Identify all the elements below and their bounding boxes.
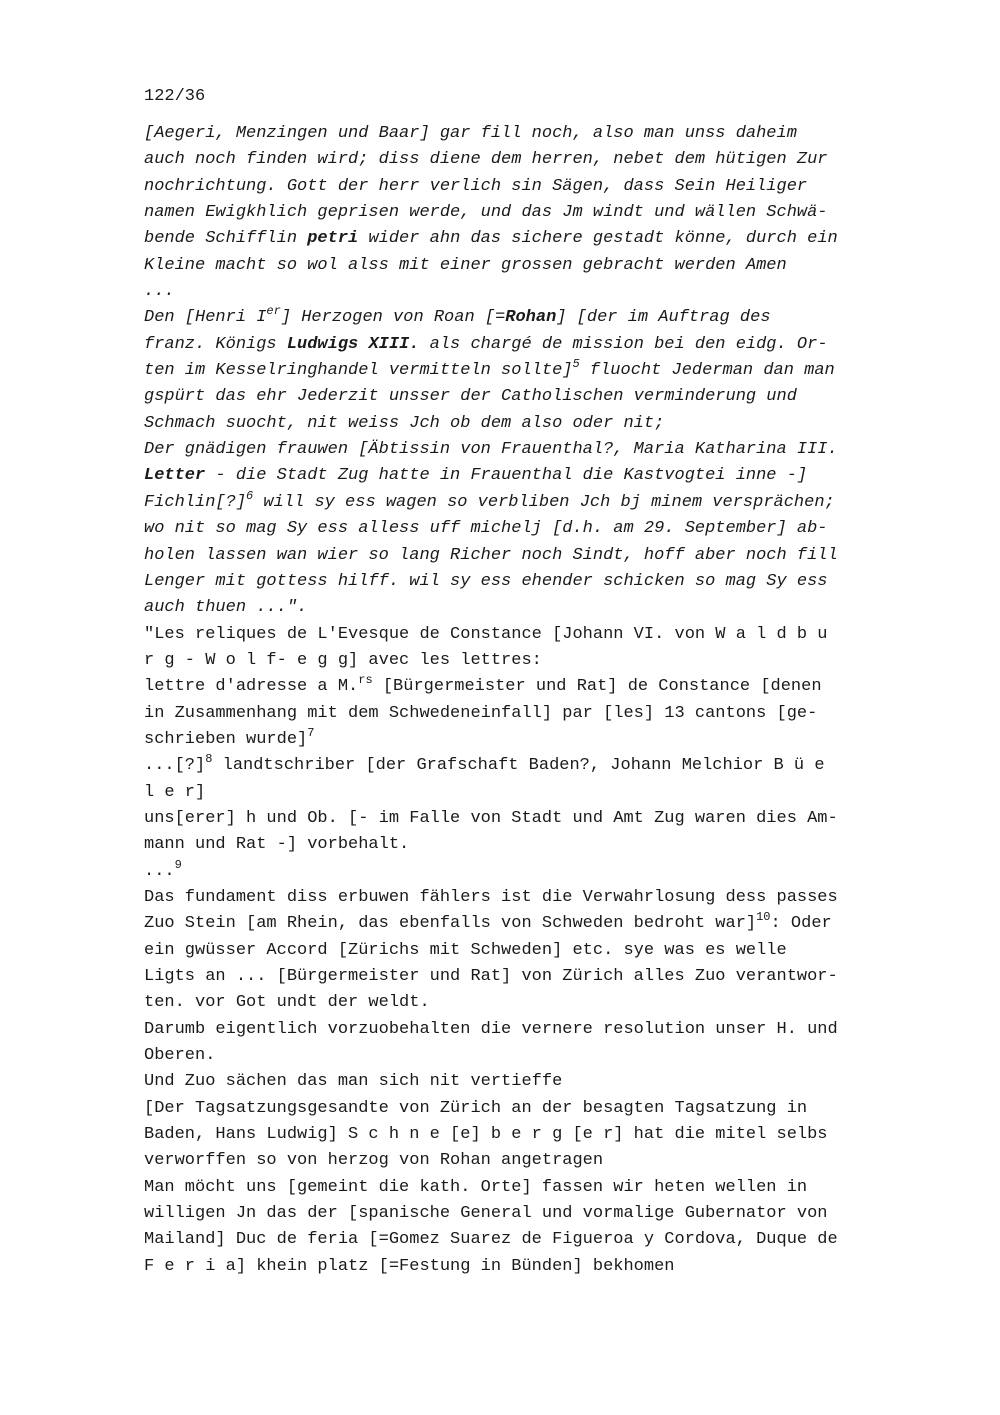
text-run: [Der Tagsatzungsgesandte von Zürich an der besagten Tagsatzung in (144, 1098, 808, 1118)
text-run: gspürt das ehr Jederzit unsser der Catholischen verminderung und (144, 387, 797, 407)
text-line (144, 490, 914, 516)
text-run: : Oder (770, 914, 832, 934)
text-line (144, 569, 914, 595)
bold-text: petri (307, 229, 359, 249)
footnote-marker: 9 (174, 857, 182, 872)
text-run: fluocht Jederman dan man (579, 361, 835, 381)
text-run: Oberen. (144, 1046, 216, 1066)
text-line (144, 384, 914, 410)
text-line (144, 674, 914, 700)
text-line (144, 832, 914, 858)
text-run: Der gnädigen frauwen [Äbtissin von Frauenthal?, Maria Katharina III. (144, 440, 838, 460)
text-run: l e r] (144, 782, 206, 802)
text-run: lettre d'adresse a M. (144, 677, 359, 697)
page-number: 122/36 (144, 87, 206, 106)
text-run: Ligts an ... [Bürgermeister und Rat] von Zürich alles Zuo verantwor- (144, 967, 838, 986)
footnote-marker: 10 (756, 910, 771, 925)
text-run: ] Herzogen von Roan [= (280, 308, 506, 328)
text-run: franz. Königs (144, 334, 287, 354)
bold-text: Letter (144, 466, 206, 486)
text-line (144, 595, 914, 621)
text-run: Schmach suocht, nit weiss Jch ob dem also oder nit; (144, 413, 665, 433)
bold-text: Rohan (505, 308, 557, 328)
text-run: "Les reliques de L'Evesque de Constance [Johann VI. von W a l d b u (144, 624, 828, 644)
text-run: wider ahn das sichere gestadt könne, durch ein (358, 229, 838, 249)
text-run: will sy ess wagen so verbliben Jch bj minem versprächen; (253, 492, 835, 512)
text-run: landtschriber [der Grafschaft Baden?, Johann Melchior B ü e (212, 756, 825, 776)
text-line (144, 648, 914, 674)
text-line (144, 1201, 914, 1227)
text-run: namen Ewigkhlich geprisen werde, und das Jm windt und wällen Schwä- (144, 203, 828, 223)
text-line (144, 174, 914, 200)
text-run: Kleine macht so wol alss mit einer grossen gebracht werden Amen (144, 255, 787, 275)
text-run: Man möcht uns [gemeint die kath. Orte] fassen wir heten wellen in (144, 1177, 808, 1197)
text-run: ... (144, 282, 175, 302)
text-run: ] [der im Auftrag des (556, 308, 771, 328)
text-run: wo nit so mag Sy ess alless uff michelj [d.h. am 29. September] ab- (144, 519, 828, 539)
text-line (144, 701, 914, 727)
text-line (144, 964, 914, 990)
text-run: Zuo Stein [am Rhein, das ebenfalls von Schweden bedroht war] (144, 914, 757, 934)
text-run: F e r i a] khein platz [=Festung in Bünden] bekhomen (144, 1256, 675, 1276)
text-line (144, 911, 914, 937)
text-run: ten. vor Got undt der weldt. (144, 993, 430, 1013)
text-line (144, 200, 914, 226)
bold-text: Ludwigs XIII. (286, 334, 420, 354)
text-line (144, 411, 914, 437)
text-line (144, 121, 914, 147)
text-run: schrieben wurde] (144, 729, 308, 749)
text-run: Lenger mit gottess hilff. wil sy ess ehender schicken so mag Sy ess (144, 571, 828, 591)
text-line (144, 1148, 914, 1174)
text-line (144, 1227, 914, 1253)
text-line (144, 780, 914, 806)
text-line (144, 1043, 914, 1069)
text-run: auch noch finden wird; diss diene dem herren, nebet dem hütigen Zur (144, 150, 828, 170)
footnote-marker: 5 (572, 357, 580, 372)
text-run: bende Schifflin (144, 229, 308, 249)
footnote-marker: 8 (205, 752, 213, 767)
text-line (144, 1096, 914, 1122)
footnote-marker: 7 (307, 725, 315, 740)
text-run: Das fundament diss erbuwen fählers ist die Verwahrlosung dess passes (144, 887, 838, 907)
text-run: ein gwüsser Accord [Zürichs mit Schweden] etc. sye was es welle (144, 940, 787, 960)
text-run: ... (144, 861, 175, 881)
text-run: in Zusammenhang mit dem Schwedeneinfall] par [les] 13 cantons [ge- (144, 703, 818, 723)
text-line (144, 147, 914, 173)
text-line (144, 1254, 914, 1280)
text-line (144, 727, 914, 753)
footnote-marker: 6 (246, 488, 254, 503)
text-run: Fichlin[?] (144, 492, 247, 512)
text-line (144, 1017, 914, 1043)
text-run: ten im Kesselringhandel vermitteln sollte] (144, 361, 573, 381)
text-line (144, 226, 914, 252)
text-line (144, 1122, 914, 1148)
text-run: r g - W o l f- e g g] avec les lettres: (144, 650, 542, 670)
text-run: nochrichtung. Gott der herr verlich sin Sägen, dass Sein Heiliger (144, 176, 808, 196)
text-line (144, 1069, 914, 1095)
text-line (144, 463, 914, 489)
text-run: auch thuen ...". (144, 598, 308, 618)
text-run: mann und Rat -] vorbehalt. (144, 835, 410, 855)
text-line (144, 358, 914, 384)
text-line (144, 516, 914, 542)
text-run: ...[?] (144, 756, 206, 776)
text-run: [Bürgermeister und Rat] de Constance [denen (372, 677, 822, 697)
text-run: willigen Jn das der [spanische General und vormalige Gubernator von (144, 1204, 828, 1224)
text-run: Und Zuo sächen das man sich nit vertieffe (144, 1072, 563, 1092)
text-line (144, 938, 914, 964)
text-line (144, 279, 914, 305)
text-line (144, 806, 914, 832)
text-run: [Aegeri, Menzingen und Baar] gar fill noch, also man unss daheim (144, 124, 797, 143)
text-run: verworffen so von herzog von Rohan angetragen (144, 1151, 604, 1171)
text-run: holen lassen wan wier so lang Richer noch Sindt, hoff aber noch fill (144, 545, 838, 565)
text-line (144, 437, 914, 463)
text-line (144, 332, 914, 358)
footnote-marker: rs (358, 673, 373, 688)
text-line (144, 622, 914, 648)
text-run: Mailand] Duc de feria [=Gomez Suarez de Figueroa y Cordova, Duque de (144, 1230, 838, 1250)
text-line (144, 753, 914, 779)
text-line (144, 859, 914, 885)
text-run: Baden, Hans Ludwig] S c h n e [e] b e r g [e r] hat die mitel selbs (144, 1125, 828, 1145)
text-run: - die Stadt Zug hatte in Frauenthal die Kastvogtei inne -] (205, 466, 808, 486)
text-run: als chargé de mission bei den eidg. Or- (419, 334, 828, 354)
footnote-marker: er (266, 304, 281, 319)
text-line (144, 305, 914, 331)
text-line (144, 543, 914, 569)
text-line (144, 1175, 914, 1201)
text-line (144, 253, 914, 279)
text-run: Den [Henri I (144, 308, 267, 328)
text-run: uns[erer] h und Ob. [- im Falle von Stadt und Amt Zug waren dies Am- (144, 808, 838, 828)
text-line (144, 885, 914, 911)
text-run: Darumb eigentlich vorzuobehalten die vernere resolution unser H. und (144, 1019, 838, 1039)
text-line (144, 990, 914, 1016)
document-body (144, 121, 914, 1280)
